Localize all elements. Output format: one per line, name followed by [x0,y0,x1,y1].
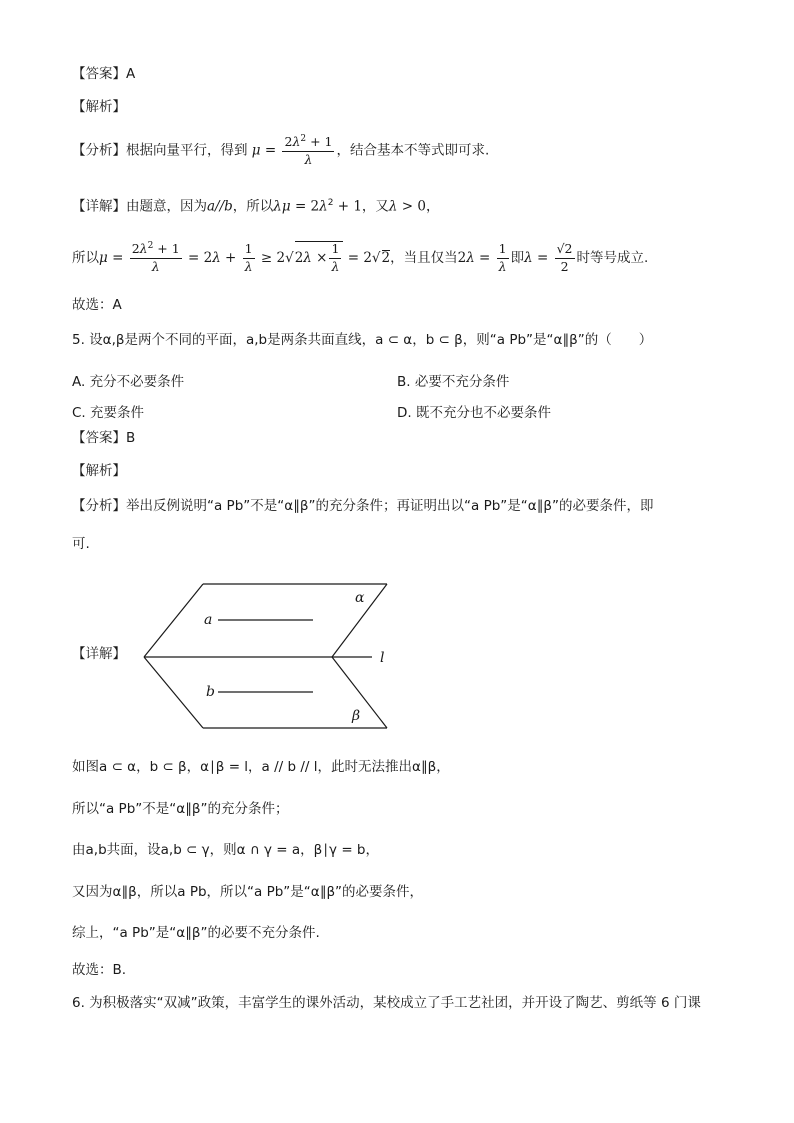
detail-label: 【详解】 [72,198,126,215]
inequality-line: 所以μ = $\frac{2\lambda^2 + 1}{\lambda}$ = 2λ + $\frac{1}{\lambda}$ ≥ 2√2λ × $\frac{1}{\lambda}$ = 2√2，当且仅当2λ = $\frac{1}{\lambda}$ 即λ = $\frac{√2}{2}$ 时等号成立. [72,241,649,275]
fenxi-text: 举出反例说明“a Pb”不是“α∥β”的充分条件；再证明出以“a Pb”是“α∥β”的必要条件，即 [126,498,654,514]
answer-value: A [126,66,136,82]
question-5-stem [72,334,652,348]
question-6-stem: 6. 为积极落实“双减”政策，丰富学生的课外活动，某校成立了手工艺社团，并开设了陶艺、剪纸等 6 门课 [72,995,701,1011]
fenxi-label: 【分析】 [72,498,126,514]
label-l: l [380,650,385,666]
detail-label: 【详解】 [72,646,126,662]
detail-line: 【详解】由题意，因为a//b，所以$\lambda\mu = 2\lambda^2 + 1$，又λ > 0， [72,198,440,215]
detail-line-3: 由a,b共面，设a,b ⊂ γ，则α ∩ γ = a，β∣γ = b， [72,842,379,858]
answer-line [72,68,135,82]
analysis-label: 【解析】 [72,99,126,115]
detail-line-2: 所以“a Pb”不是“α∥β”的充分条件； [72,801,289,817]
label-b: b [206,684,215,700]
answer-value: B [126,430,136,446]
detail-line-1: 如图a ⊂ α，b ⊂ β，α∣β = l，a // b // l，此时无法推出α∥β， [72,759,450,775]
option-d: D. 既不充分也不必要条件 [397,405,551,421]
text: 即 [510,250,525,266]
detail-text: ，所以 [232,198,274,215]
detail-text: 由题意，因为 [126,198,207,215]
detail-text: ，又 [361,198,389,215]
text: 时等号成立. [576,250,649,266]
fenxi-line [72,500,654,514]
label-a: a [204,612,213,628]
question-number: 5. [72,332,85,348]
answer-line [72,432,135,446]
formula-mu: μ [251,142,261,159]
fenxi-line-2: 可. [72,536,90,552]
detail-line-4: 又因为α∥β，所以a Pb，所以“a Pb”是“α∥β”的必要条件， [72,884,424,900]
choice-line: 故选：A [72,297,122,313]
fenxi-text: 根据向量平行，得到 [126,142,248,159]
text: 所以 [72,250,99,266]
label-beta: β [352,708,361,724]
answer-label: 【答案】 [72,430,126,446]
detail-text: ， [425,198,440,215]
option-b: B. 必要不充分条件 [397,374,510,390]
analysis-label: 【解析】 [72,463,126,479]
option-c: C. 充要条件 [72,405,145,421]
question-stem: 设α,β是两个不同的平面，a,b是两条共面直线，a ⊂ α，b ⊂ β，则“a Pb”是“α∥β”的（ ） [89,332,653,348]
fraction: $\frac{2\lambda^2 + 1}{\lambda}$ [284,134,333,167]
formula-vector-parallel: a//b [207,198,233,215]
choice-line: 故选：B. [72,962,127,978]
alpha-left-edge [144,584,203,657]
fenxi-label: 【分析】 [72,142,126,159]
option-a: A. 充分不必要条件 [72,374,185,390]
text: ，当且仅当 [390,250,458,266]
detail-line-5: 综上，“a Pb”是“α∥β”的必要不充分条件. [72,925,320,941]
planes-figure [140,578,400,738]
beta-left-edge [144,657,203,728]
fenxi-line: 【分析】根据向量平行，得到 μ = $\frac{2\lambda^2 + 1}{\lambda}$ ，结合基本不等式即可求. [72,134,490,167]
answer-label: 【答案】 [72,66,126,82]
fenxi-text-2: ，结合基本不等式即可求. [336,142,490,159]
label-alpha: α [355,590,365,606]
